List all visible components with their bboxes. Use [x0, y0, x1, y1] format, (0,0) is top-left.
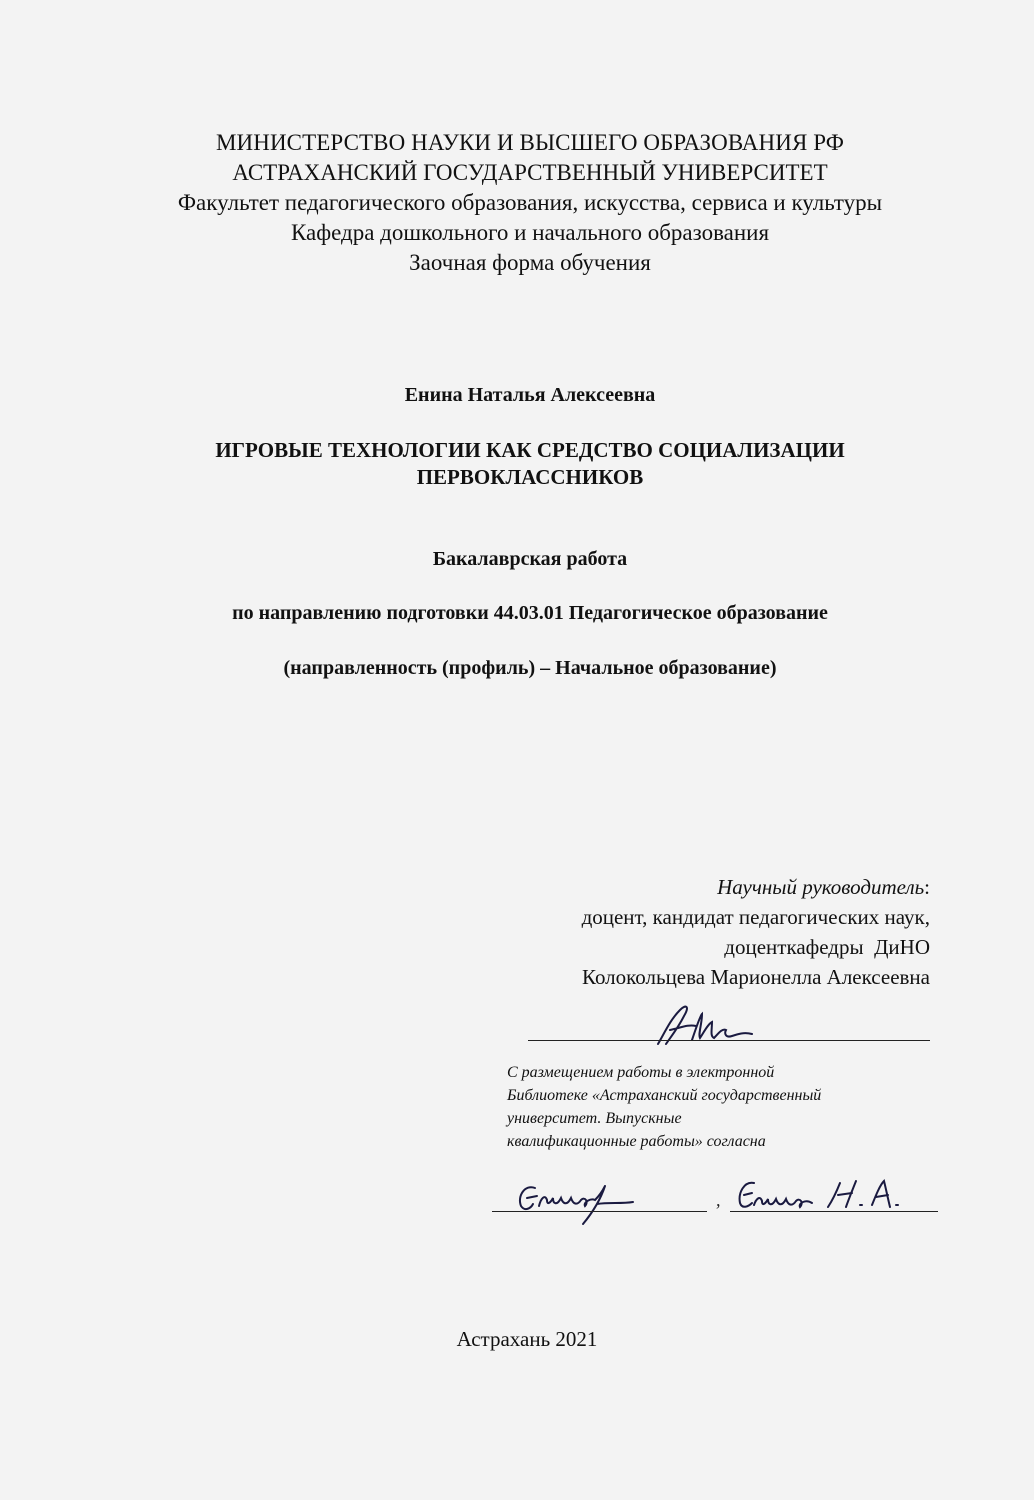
training-profile: (направленность (профиль) – Начальное образование) [283, 657, 777, 679]
study-form: Заочная форма обучения [409, 250, 651, 275]
author-signature-line [492, 1211, 707, 1212]
supervisor-signature-line [528, 1040, 930, 1041]
work-type: Бакалаврская работа [432, 548, 628, 570]
supervisor-block [582, 872, 930, 992]
author-signature [505, 1162, 665, 1232]
supervisor-degree: доцент, кандидат педагогических наук, [581, 905, 930, 929]
supervisor-role: Научный руководитель [717, 875, 925, 899]
ministry-name: МИНИСТЕРСТВО НАУКИ И ВЫСШЕГО ОБРАЗОВАНИЯ РФ [215, 130, 845, 155]
author-name: Енина Наталья Алексеевна [404, 384, 656, 406]
author-handwritten-name [730, 1175, 930, 1215]
consent-line3: университет. Выпускные [507, 1110, 682, 1127]
training-direction: по направлению подготовки 44.03.01 Педагогическое образование [232, 602, 828, 624]
library-consent [507, 1061, 937, 1153]
author-name-line [730, 1211, 938, 1212]
consent-line4: квалификационные работы» согласна [507, 1133, 766, 1150]
supervisor-name: Колокольцева Марионелла Алексеевна [581, 965, 930, 989]
thesis-title-line2: ПЕРВОКЛАССНИКОВ [416, 465, 644, 489]
signature-separator: , [716, 1190, 721, 1210]
university-name: АСТРАХАНСКИЙ ГОСУДАРСТВЕННЫЙ УНИВЕРСИТЕТ [232, 160, 828, 185]
faculty-name: Факультет педагогического образования, искусства, сервиса и культуры [177, 190, 883, 215]
supervisor-position: доценткафедры ДиНО [724, 935, 930, 959]
thesis-title-line1: ИГРОВЫЕ ТЕХНОЛОГИИ КАК СРЕДСТВО СОЦИАЛИЗАЦИИ [215, 438, 845, 462]
supervisor-role-colon: : [924, 875, 930, 899]
department-name: Кафедра дошкольного и начального образования [290, 220, 770, 245]
institution-header [0, 128, 1034, 278]
city-year: Астрахань 2021 [456, 1327, 598, 1351]
supervisor-signature [640, 1000, 770, 1050]
consent-line1: С размещением работы в электронной [507, 1064, 775, 1081]
thesis-title [0, 437, 1034, 491]
consent-line2: Библиотеке «Астраханский государственный [507, 1087, 822, 1104]
